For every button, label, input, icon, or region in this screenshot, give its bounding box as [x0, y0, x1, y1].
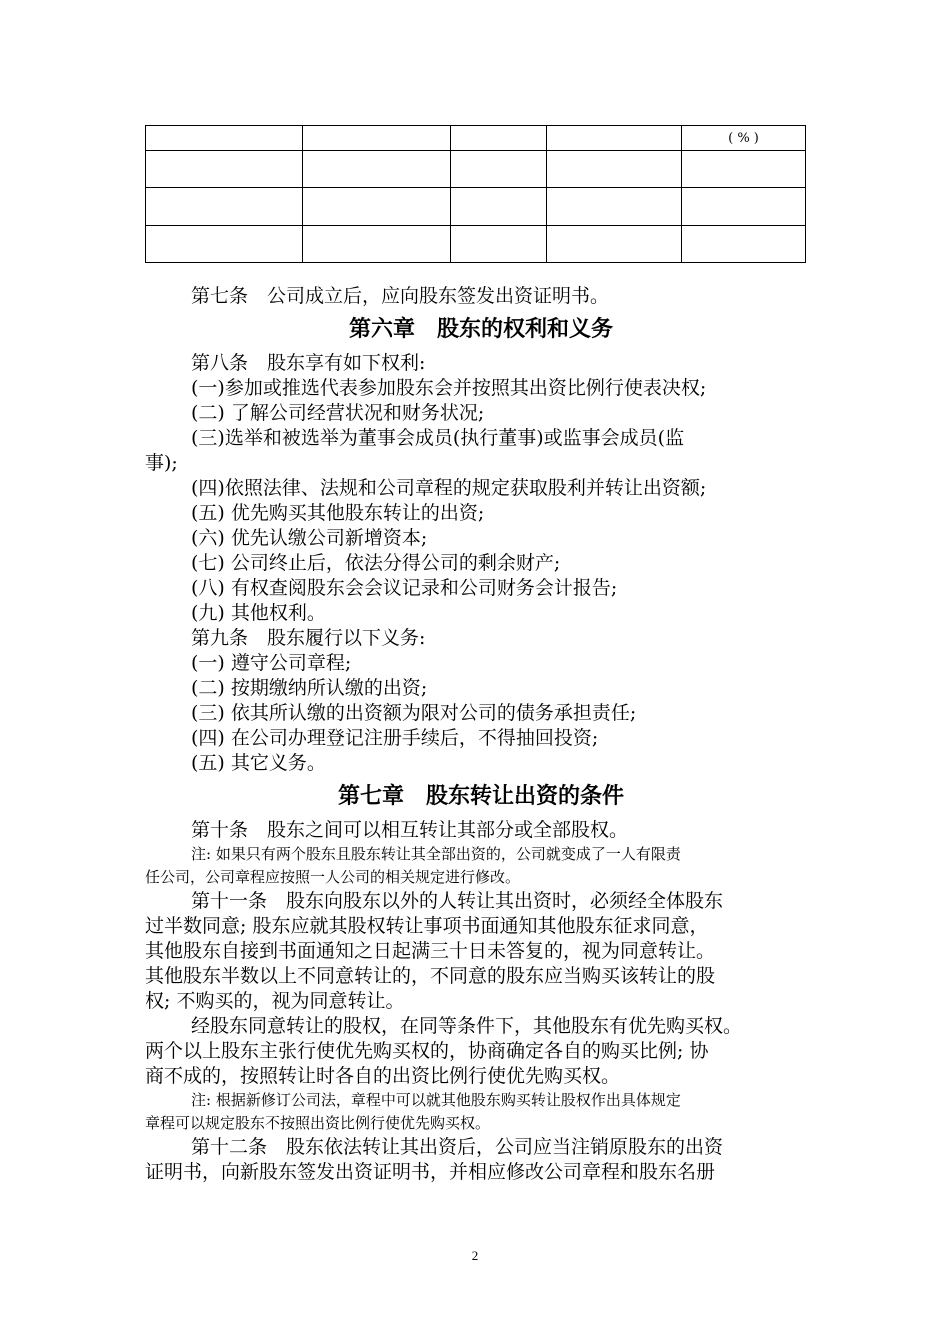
right-item: (五) 优先购买其他股东转让的出资;	[191, 502, 485, 524]
page-number: 2	[471, 1248, 479, 1263]
article-11-para2-line: 两个以上股东主张行使优先购买权的，协商确定各自的购买比例; 协	[145, 1040, 709, 1062]
right-item: (七) 公司终止后，依法分得公司的剩余财产;	[191, 552, 561, 574]
table-cell	[303, 226, 451, 263]
table-row	[146, 188, 806, 226]
table-cell	[682, 188, 806, 226]
duty-item: (四) 在公司办理登记注册手续后，不得抽回投资;	[191, 727, 599, 749]
table-cell	[146, 126, 303, 151]
table-cell	[303, 151, 451, 188]
duty-item: (三) 依其所认缴的出资额为限对公司的债务承担责任;	[191, 702, 637, 724]
note-line: 注: 如果只有两个股东且股东转让其全部出资的，公司就变成了一人有限责	[191, 845, 681, 863]
right-item-continued: 事);	[145, 452, 178, 474]
table-cell	[146, 226, 303, 263]
table-cell	[547, 226, 682, 263]
table-cell	[682, 151, 806, 188]
right-item: (九) 其他权利。	[191, 602, 326, 624]
article-9-intro: 第九条 股东履行以下义务:	[191, 627, 426, 649]
table-cell	[451, 126, 547, 151]
article-11-line: 过半数同意; 股东应就其股权转让事项书面通知其他股东征求同意，	[145, 915, 709, 937]
note-line: 任公司，公司章程应按照一人公司的相关规定进行修改。	[145, 868, 521, 886]
table-cell	[547, 188, 682, 226]
table-row	[146, 226, 806, 263]
article-11-para2-line: 经股东同意转让的股权，在同等条件下，其他股东有优先购买权。	[191, 1015, 743, 1037]
table-cell	[451, 151, 547, 188]
table-cell	[303, 188, 451, 226]
document-body	[145, 284, 817, 1185]
note-line: 注: 根据新修订公司法，章程中可以就其他股东购买转让股权作出具体规定	[191, 1091, 681, 1109]
right-item: (六) 优先认缴公司新增资本;	[191, 527, 428, 549]
article-11-line: 其他股东半数以上不同意转让的，不同意的股东应当购买该转让的股	[145, 965, 716, 987]
table-row	[146, 126, 806, 151]
right-item: (一)参加或推选代表参加股东会并按照其出资比例行使表决权;	[191, 377, 707, 399]
percent-header-cell: ( % )	[682, 126, 806, 151]
duty-item: (五) 其它义务。	[191, 752, 326, 774]
article-12-line: 证明书，向新股东签发出资证明书，并相应修改公司章程和股东名册	[145, 1161, 716, 1183]
table-cell	[682, 226, 806, 263]
right-item: (二) 了解公司经营状况和财务状况;	[191, 402, 485, 424]
article-7: 第七条 公司成立后，应向股东签发出资证明书。	[191, 285, 610, 307]
table-cell	[451, 226, 547, 263]
table-cell	[451, 188, 547, 226]
duty-item: (二) 按期缴纳所认缴的出资;	[191, 677, 428, 699]
shareholder-table	[145, 125, 806, 263]
article-8-intro: 第八条 股东享有如下权利:	[191, 352, 426, 374]
article-12-line: 第十二条 股东依法转让其出资后，公司应当注销原股东的出资	[191, 1136, 724, 1158]
table-cell	[146, 151, 303, 188]
table-cell	[146, 188, 303, 226]
right-item: (八) 有权查阅股东会会议记录和公司财务会计报告;	[191, 577, 618, 599]
article-11-para2-line: 商不成的，按照转让时各自的出资比例行使优先购买权。	[145, 1065, 621, 1087]
table-cell	[303, 126, 451, 151]
chapter-7-title: 第七章 股东转让出资的条件	[337, 784, 624, 809]
article-10: 第十条 股东之间可以相互转让其部分或全部股权。	[191, 819, 629, 841]
right-item: (四)依照法律、法规和公司章程的规定获取股利并转让出资额;	[191, 477, 707, 499]
article-11-line: 权; 不购买的，视为同意转让。	[145, 990, 405, 1012]
table-cell	[547, 151, 682, 188]
chapter-6-title: 第六章 股东的权利和义务	[348, 317, 613, 342]
article-11-line: 第十一条 股东向股东以外的人转让其出资时，必须经全体股东	[191, 890, 724, 912]
duty-item: (一) 遵守公司章程;	[191, 652, 352, 674]
right-item: (三)选举和被选举为董事会成员(执行董事)或监事会成员(监	[191, 427, 685, 449]
article-11-line: 其他股东自接到书面通知之日起满三十日未答复的，视为同意转让。	[145, 940, 716, 962]
table-row	[146, 151, 806, 188]
note-line: 章程可以规定股东不按照出资比例行使优先购买权。	[145, 1114, 491, 1132]
table-cell	[547, 126, 682, 151]
